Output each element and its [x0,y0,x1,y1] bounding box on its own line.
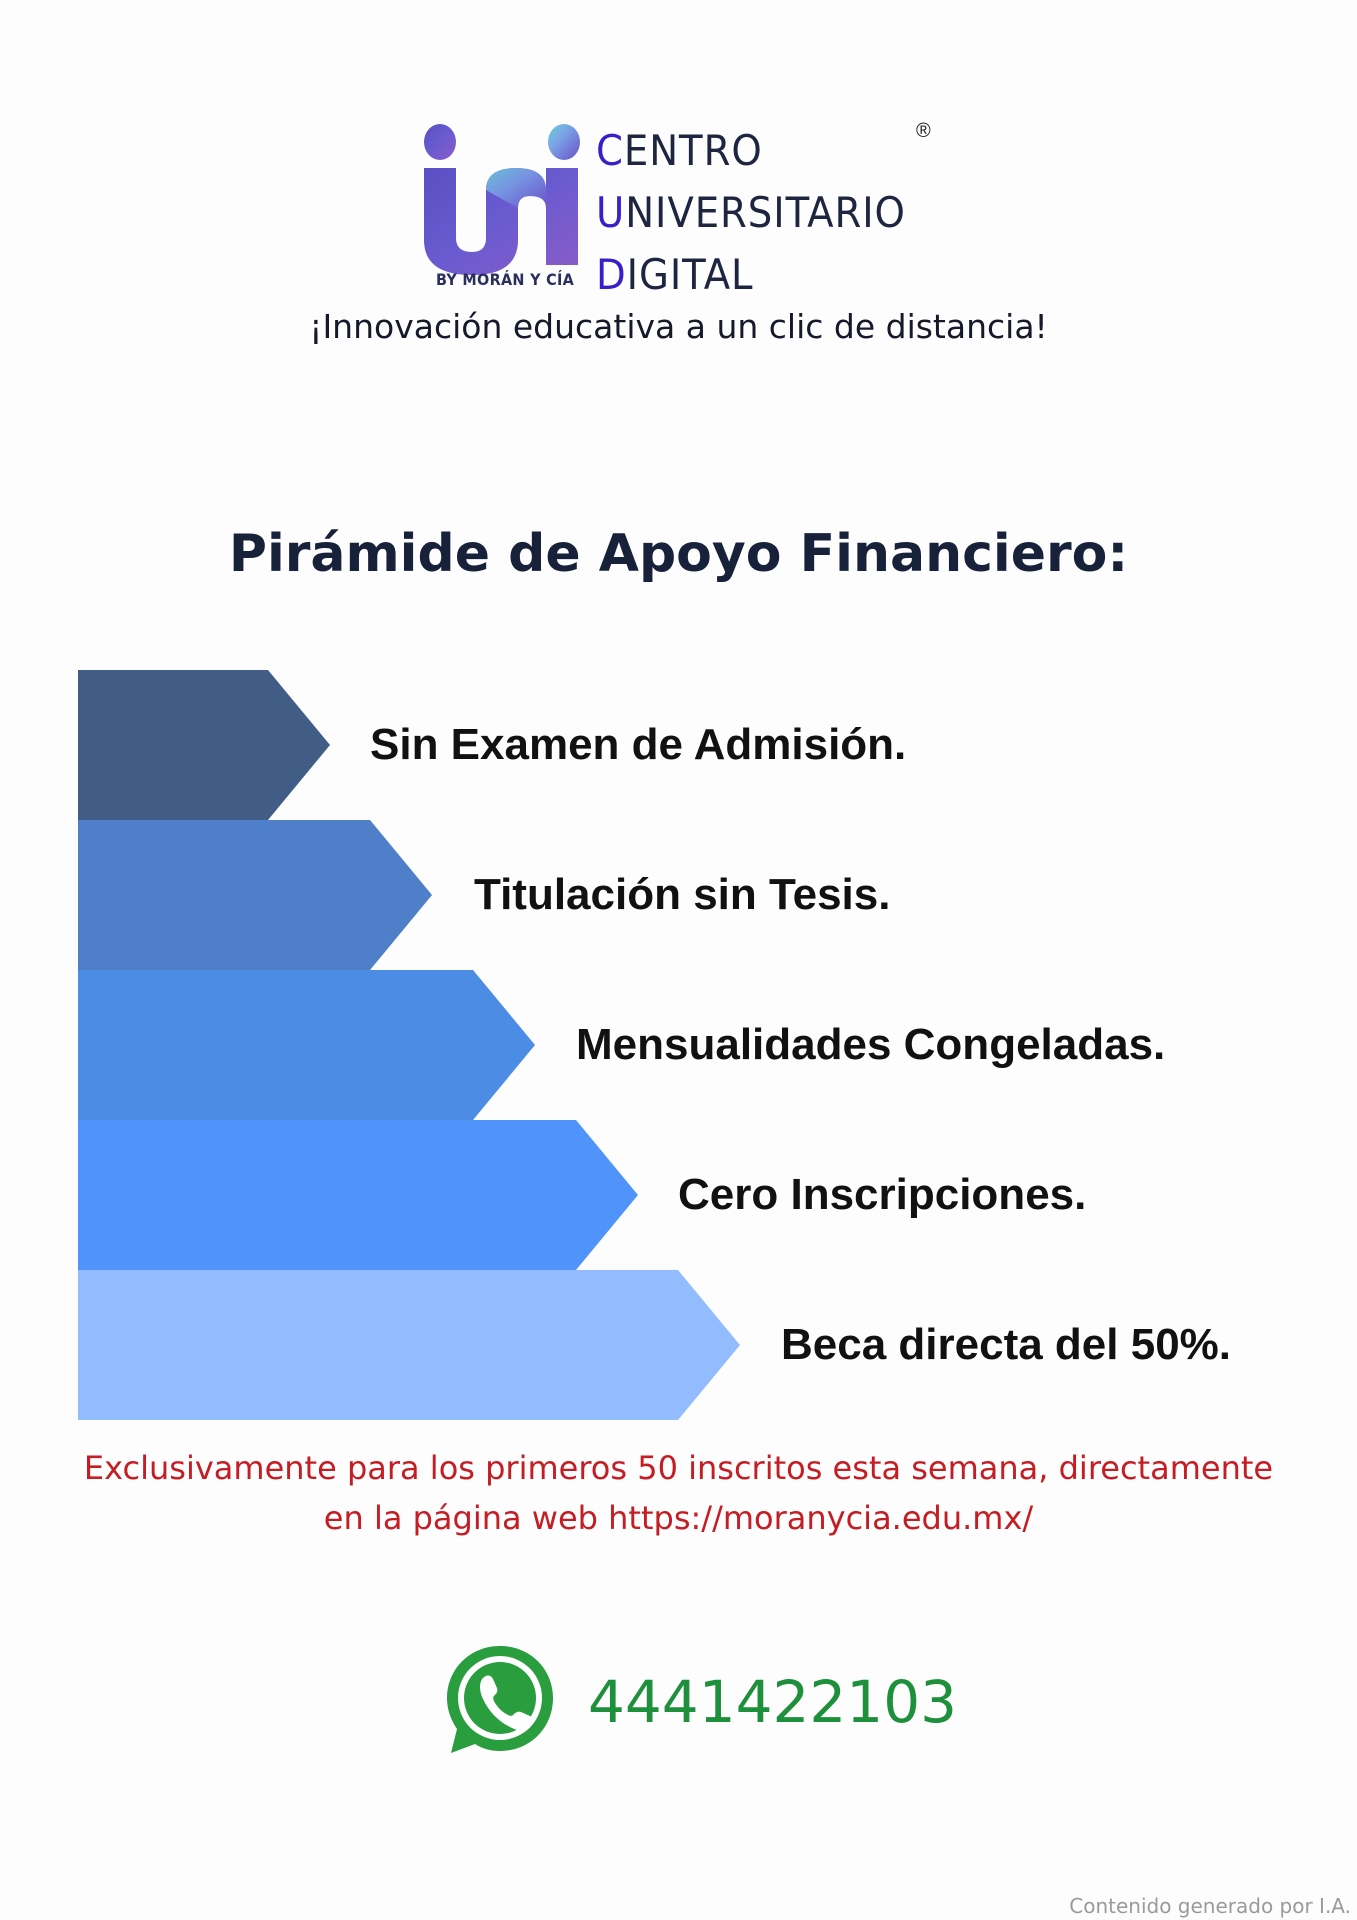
tier-label: Beca directa del 50%. [781,1320,1232,1369]
logo-mark-icon [420,120,582,290]
page-title: Pirámide de Apoyo Financiero: [228,524,1129,584]
promo-notice [0,1443,1357,1543]
tier-label: Sin Examen de Admisión. [370,720,907,769]
tier-arrow [78,1120,718,1270]
tier-arrow-shape [78,1270,740,1420]
brand-line-2: UNIVERSITARIO [596,188,906,237]
brand-line-3: DIGITAL [596,250,754,299]
tier-arrow-shape [78,970,535,1120]
contact-block [443,1640,958,1758]
ai-disclaimer: Contenido generado por I.A. [1069,1894,1351,1918]
brand-line-1: CENTRO [596,126,763,175]
registered-mark: ® [916,120,931,142]
brand-name [596,120,933,306]
tier-label: Titulación sin Tesis. [474,870,891,919]
tagline: ¡Innovación educativa a un clic de distancia! [309,307,1048,346]
tier-arrow [78,1270,778,1420]
brand-logo [420,120,940,300]
financial-support-pyramid [0,670,1357,1420]
whatsapp-icon[interactable] [443,1640,557,1758]
tier-arrow-shape [78,820,432,970]
tier-arrow-shape [78,670,330,820]
phone-number[interactable]: 4441422103 [588,1668,958,1736]
promo-notice-line-2: en la página web https://moranycia.edu.mx/ [323,1499,1034,1537]
logo-byline: BY MORÁN Y CÍA [436,270,575,289]
tier-arrow-shape [78,1120,638,1270]
tier-label: Mensualidades Congeladas. [576,1020,1166,1069]
promo-notice-line-1: Exclusivamente para los primeros 50 inscritos esta semana, directamente [83,1449,1274,1487]
tier-label: Cero Inscripciones. [678,1170,1087,1219]
